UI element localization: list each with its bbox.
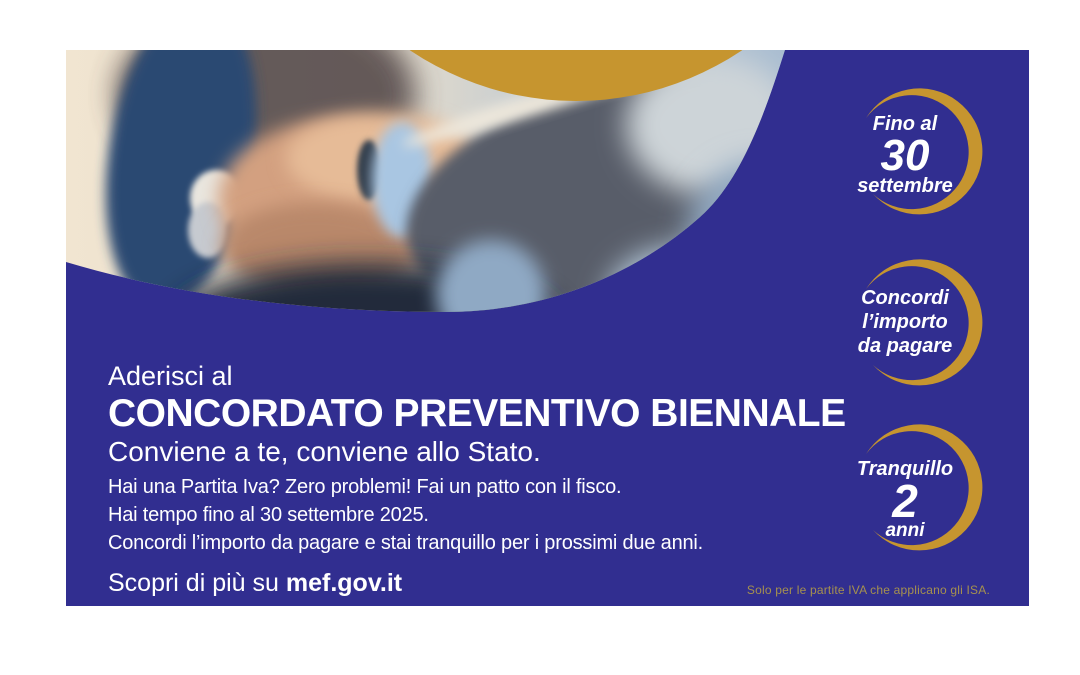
banner-poster [66, 50, 1029, 606]
badge-two-years-top-label: Tranquillo [856, 457, 954, 480]
disclaimer-text: Solo per le partite IVA che applicano gli ISA. [746, 583, 990, 597]
body-text-line-2: Hai tempo fino al 30 settembre 2025. [108, 504, 429, 526]
cta-text [108, 568, 846, 598]
badge-two-years [848, 417, 988, 557]
badge-two-years-number: 2 [892, 474, 918, 527]
website-link: mef.gov.it [285, 569, 403, 597]
badge-agree-line-3: da pagare [857, 335, 953, 357]
cta-prefix: Scopri di più su [108, 569, 286, 597]
headline-subtitle: Conviene a te, conviene allo Stato. [108, 436, 541, 467]
badge-deadline-bottom-label: settembre [857, 174, 953, 197]
body-text-line-1: Hai una Partita Iva? Zero problemi! Fai un patto con il fisco. [108, 476, 622, 498]
badge-agree-amount [848, 252, 988, 392]
badge-deadline-top-label: Fino al [872, 112, 938, 135]
body-text-line-3: Concordi l’importo da pagare e stai tranquillo per i prossimi due anni. [108, 532, 704, 554]
badge-deadline-number: 30 [880, 130, 930, 180]
headline-title: CONCORDATO PREVENTIVO BIENNALE [108, 392, 846, 435]
badge-deadline [848, 81, 988, 221]
badge-two-years-bottom-label: anni [885, 519, 925, 541]
headline-kicker: Aderisci al [108, 361, 233, 391]
badge-agree-line-2: l’importo [862, 311, 948, 333]
handshake-photo [66, 50, 786, 320]
body-text [108, 473, 846, 557]
badge-agree-line-1: Concordi [861, 287, 949, 309]
text-block [108, 361, 846, 606]
